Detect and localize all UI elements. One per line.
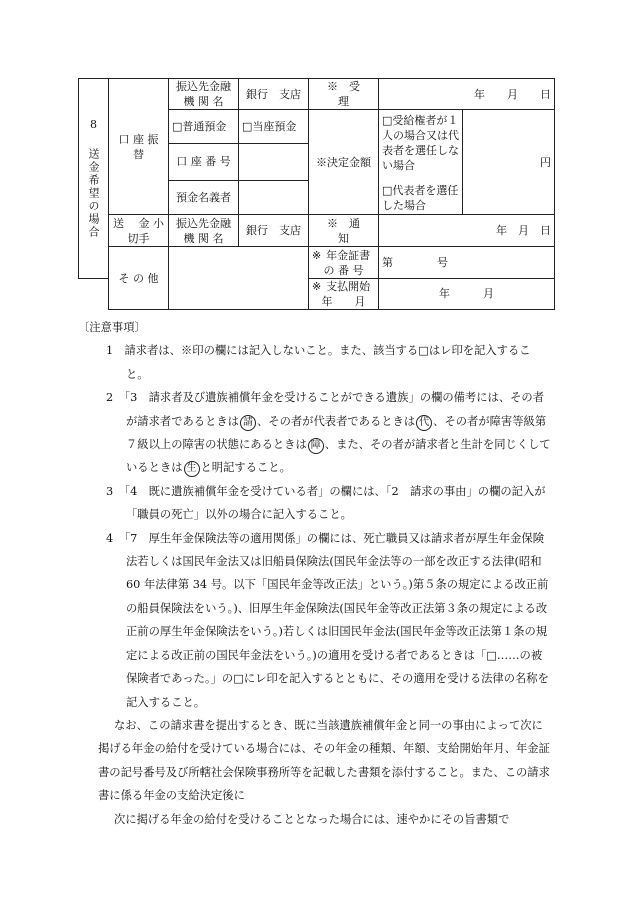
- deposit-current-checkbox[interactable]: □当座預金: [239, 110, 309, 143]
- circled-dai-mark: 代: [416, 415, 432, 431]
- claimant-option-cell: [379, 110, 463, 215]
- circled-sei2-mark: 生: [184, 461, 200, 477]
- note-item-1: 1 請求者は、※印の欄には記入しないこと。また、該当する□はレ印を記入すること。: [106, 344, 531, 381]
- note-item-2: [78, 386, 552, 480]
- account-transfer-label: 口 座 振 替: [109, 79, 169, 215]
- note-paragraph-2: 次に掲げる年金の給付を受けることとなった場合には、速やかにその旨書類で: [114, 812, 510, 826]
- payment-start-value[interactable]: 年 月: [379, 278, 555, 309]
- cert-number-spacer: [79, 278, 109, 309]
- section-label-cell: [79, 79, 109, 279]
- note-item-2-text-a: 2 「3 請求者及び遺族補償年金を受けることができる遺族」の欄の備考には、その者が請求者であるときは: [106, 391, 545, 428]
- cert-number-mark: ※: [312, 248, 322, 262]
- bank-name-label-2: 振込先金融機 関 名: [169, 215, 239, 247]
- other-input[interactable]: [169, 247, 309, 310]
- payment-start-label: 支払開始年 月: [321, 279, 371, 308]
- bank-branch-2[interactable]: 銀行 支店: [239, 215, 309, 247]
- single-claimant-checkbox[interactable]: □受給権者が１人の場合又は代表者を選任しない場合: [382, 114, 459, 173]
- note-item-3: 3 「4 既に遺族補償年金を受けている者」の欄には、「2 請求の事由」の欄の記入が「職員の死亡」以外の場合に記入すること。: [106, 484, 546, 522]
- other-label: そ の 他: [109, 247, 169, 310]
- account-number-label: 口 座 番 号: [169, 143, 239, 180]
- notice-date[interactable]: 年 月 日: [379, 215, 555, 247]
- notes-header: 〔注意事項〕: [78, 321, 146, 334]
- cert-number-label-cell: [309, 247, 379, 278]
- cert-number-value[interactable]: 第 号: [379, 247, 555, 278]
- circled-sei-mark: 請: [240, 415, 256, 431]
- cert-number-label: 年金証書の 番 号: [323, 248, 371, 277]
- receipt-label: ※ 受 理: [309, 79, 379, 110]
- bank-branch[interactable]: 銀行 支店: [239, 79, 309, 110]
- remittance-label: 送 金 小切手: [109, 215, 169, 247]
- decision-amount-value[interactable]: 円: [463, 110, 555, 215]
- bank-name-label: 振込先金融機 関 名: [169, 79, 239, 110]
- account-number-input[interactable]: [239, 143, 309, 180]
- note-item-4: 4 「7 厚生年金保険法等の適用関係」の欄には、死亡職員又は請求者が厚生年金保険法若しくは国民年金法又は旧船員保険法(国民年金法等の一部を改正する法律(昭和 60 年法律第 34 号。以下「国民年金等改正法」という。)第５条の規定による改正前の船員保険法をいう。)、旧厚生年金保険法(国民年金等改正法第３条の規定による改正前の厚生年金保険法をいう。)若しくは旧国民年金法(国民年金等改正法第１条の規定による改正前の国民年金法をいう。)の適用を受ける者であるときは「□……の被保険者であった。」の□にレ印を記入するとともに、その適用を受ける法律の名称を記入すること。: [106, 531, 549, 709]
- receipt-date[interactable]: 年 月 日: [379, 79, 555, 110]
- decision-amount-label: ※決定金額: [309, 110, 379, 215]
- note-item-2-text-b: 、その者が代表者であるときは: [256, 414, 416, 428]
- account-holder-input[interactable]: [239, 180, 309, 215]
- circled-sho-mark: 障: [308, 438, 324, 454]
- representative-checkbox[interactable]: □代表者を選任した場合: [382, 184, 459, 213]
- note-paragraph-1: なお、この請求書を提出するとき、既に当該遺族補償年金と同一の事由によって次に掲げる年金の給付を受けている場合には、その年金の種類、年額、支給開始年月、年金証書の記号番号及び所轄社会保険事務所等を記載した書類を添付すること。また、この請求書に係る年金の支給決定後に: [98, 718, 550, 803]
- section-label: 8 送金希望の場合: [87, 117, 100, 239]
- payment-start-label-cell: [309, 278, 379, 309]
- note-item-2-text-d: 、また、その者が請求者と生計を同じくしているときは: [126, 438, 551, 475]
- notes-section: [78, 316, 552, 831]
- notice-label: ※ 通 知: [309, 215, 379, 247]
- remittance-form-table: [78, 78, 555, 310]
- account-holder-label: 預金名義者: [169, 180, 239, 215]
- payment-start-mark: ※: [312, 279, 322, 293]
- note-item-2-text-e: と明記すること。: [200, 461, 291, 475]
- note-item-2-text-c: 、その者が障害等級第７級以上の障害の状態にあるときは: [126, 414, 547, 452]
- deposit-normal-checkbox[interactable]: □普通預金: [169, 110, 239, 143]
